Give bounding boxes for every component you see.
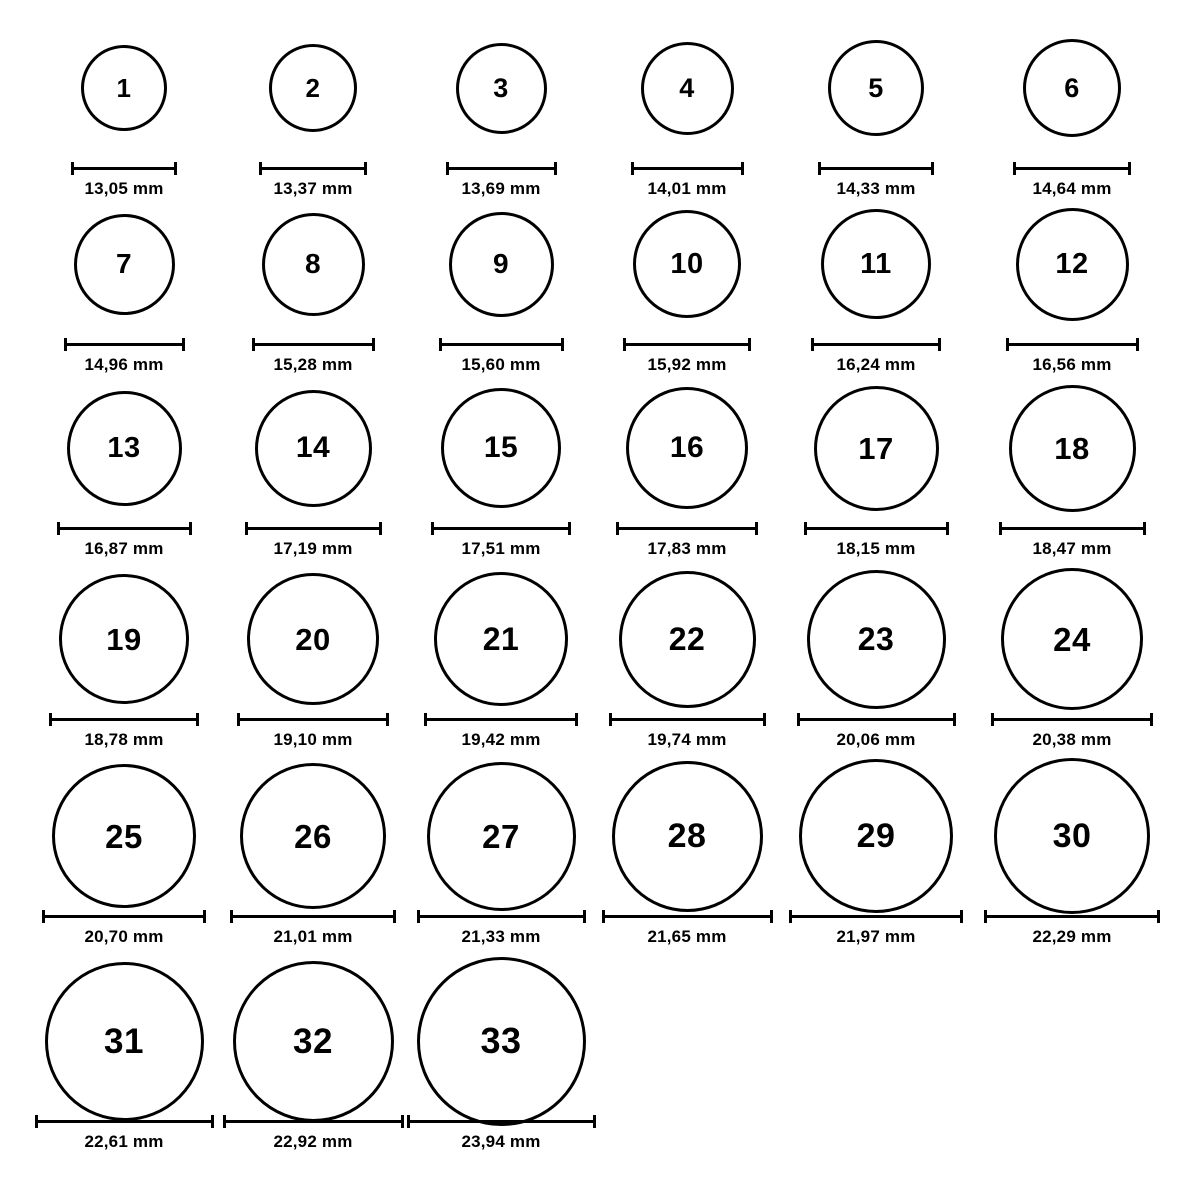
ring-circle-wrap bbox=[411, 975, 591, 1107]
measure-bar-cap-left bbox=[616, 522, 619, 535]
diameter-measure-bar bbox=[42, 910, 206, 922]
diameter-measure-bar bbox=[57, 522, 192, 534]
measure-bar-line bbox=[57, 527, 192, 530]
measure-bar-cap-right bbox=[770, 910, 773, 923]
measure-bar-cap-right bbox=[946, 522, 949, 535]
ring-size-cell bbox=[982, 770, 1162, 947]
measure-bar-cap-right bbox=[1143, 522, 1146, 535]
ring-circle-wrap bbox=[411, 770, 591, 902]
measure-bar-cap-left bbox=[431, 522, 434, 535]
diameter-label: 13,69 mm bbox=[461, 179, 541, 198]
ring-size-cell bbox=[982, 22, 1162, 199]
diameter-measure-bar bbox=[623, 338, 751, 350]
measure-bar-cap-right bbox=[372, 338, 375, 351]
ring-circle bbox=[619, 571, 756, 708]
ring-size-number: 22 bbox=[668, 621, 706, 657]
measure-bar-cap-left bbox=[811, 338, 814, 351]
ring-size-cell bbox=[411, 382, 591, 559]
ring-size-number: 9 bbox=[492, 248, 510, 279]
ring-size-number: 10 bbox=[670, 247, 704, 280]
ring-circle-wrap bbox=[982, 22, 1162, 154]
ring-circle bbox=[233, 961, 394, 1122]
measure-bar-cap-left bbox=[71, 162, 74, 175]
diameter-label: 14,96 mm bbox=[84, 355, 164, 374]
diameter-measure-bar bbox=[71, 162, 177, 174]
ring-circle-wrap bbox=[786, 770, 966, 902]
measure-bar-cap-left bbox=[230, 910, 233, 923]
measure-bar-line bbox=[417, 915, 586, 918]
ring-size-cell bbox=[34, 198, 214, 375]
measure-bar-cap-right bbox=[174, 162, 177, 175]
diameter-label: 16,56 mm bbox=[1032, 355, 1112, 374]
diameter-label: 21,01 mm bbox=[273, 927, 353, 946]
measure-bar-line bbox=[424, 718, 578, 721]
ring-circle-wrap bbox=[34, 770, 214, 902]
measure-bar-cap-left bbox=[609, 713, 612, 726]
measure-bar-cap-left bbox=[818, 162, 821, 175]
diameter-measure-bar bbox=[797, 713, 956, 725]
measure-bar-cap-right bbox=[182, 338, 185, 351]
ring-circle-wrap bbox=[34, 22, 214, 154]
ring-circle bbox=[255, 390, 372, 507]
ring-circle bbox=[67, 391, 182, 506]
measure-bar-cap-right bbox=[364, 162, 367, 175]
measure-bar-cap-left bbox=[439, 338, 442, 351]
diameter-label: 20,06 mm bbox=[836, 730, 916, 749]
diameter-measure-bar bbox=[984, 910, 1160, 922]
diameter-measure-bar bbox=[223, 1115, 404, 1127]
measure-bar-cap-right bbox=[1157, 910, 1160, 923]
measure-bar-line bbox=[804, 527, 949, 530]
measure-bar-line bbox=[1006, 343, 1139, 346]
ring-size-cell bbox=[223, 770, 403, 947]
measure-bar-cap-right bbox=[748, 338, 751, 351]
ring-circle-wrap bbox=[223, 22, 403, 154]
measure-bar-cap-right bbox=[931, 162, 934, 175]
diameter-measure-bar bbox=[237, 713, 389, 725]
measure-bar-cap-left bbox=[623, 338, 626, 351]
ring-size-cell bbox=[411, 573, 591, 750]
measure-bar-cap-left bbox=[64, 338, 67, 351]
diameter-label: 19,10 mm bbox=[273, 730, 353, 749]
measure-bar-cap-left bbox=[984, 910, 987, 923]
ring-size-number: 7 bbox=[115, 248, 133, 279]
measure-bar-cap-right bbox=[593, 1115, 596, 1128]
ring-size-cell bbox=[34, 975, 214, 1152]
diameter-measure-bar bbox=[991, 713, 1153, 725]
diameter-measure-bar bbox=[609, 713, 766, 725]
diameter-measure-bar bbox=[446, 162, 557, 174]
ring-circle bbox=[456, 43, 547, 134]
ring-circle-wrap bbox=[411, 382, 591, 514]
measure-bar-cap-left bbox=[999, 522, 1002, 535]
measure-bar-cap-right bbox=[561, 338, 564, 351]
ring-size-cell bbox=[223, 382, 403, 559]
diameter-label: 20,70 mm bbox=[84, 927, 164, 946]
measure-bar-cap-left bbox=[245, 522, 248, 535]
ring-size-cell bbox=[34, 382, 214, 559]
ring-size-number: 11 bbox=[860, 247, 892, 280]
measure-bar-cap-right bbox=[554, 162, 557, 175]
diameter-label: 15,28 mm bbox=[273, 355, 353, 374]
ring-circle bbox=[814, 386, 939, 511]
ring-circle-wrap bbox=[982, 770, 1162, 902]
ring-size-cell bbox=[597, 382, 777, 559]
ring-circle bbox=[441, 388, 561, 508]
ring-size-number: 15 bbox=[483, 431, 519, 464]
ring-circle-wrap bbox=[786, 22, 966, 154]
measure-bar-cap-right bbox=[755, 522, 758, 535]
measure-bar-cap-left bbox=[789, 910, 792, 923]
measure-bar-line bbox=[35, 1120, 214, 1123]
diameter-label: 22,92 mm bbox=[273, 1132, 353, 1151]
measure-bar-line bbox=[991, 718, 1153, 721]
measure-bar-line bbox=[631, 167, 744, 170]
ring-circle bbox=[262, 213, 365, 316]
measure-bar-cap-left bbox=[424, 713, 427, 726]
diameter-measure-bar bbox=[818, 162, 934, 174]
measure-bar-cap-right bbox=[960, 910, 963, 923]
ring-size-number: 5 bbox=[868, 72, 884, 103]
ring-circle-wrap bbox=[34, 198, 214, 330]
measure-bar-cap-left bbox=[57, 522, 60, 535]
measure-bar-cap-right bbox=[568, 522, 571, 535]
measure-bar-line bbox=[616, 527, 758, 530]
ring-size-cell bbox=[34, 22, 214, 199]
diameter-label: 14,64 mm bbox=[1032, 179, 1112, 198]
ring-size-number: 33 bbox=[480, 1020, 522, 1061]
diameter-measure-bar bbox=[789, 910, 963, 922]
measure-bar-line bbox=[252, 343, 375, 346]
diameter-measure-bar bbox=[252, 338, 375, 350]
ring-size-cell bbox=[223, 198, 403, 375]
diameter-label: 19,74 mm bbox=[647, 730, 727, 749]
ring-circle-wrap bbox=[982, 573, 1162, 705]
diameter-measure-bar bbox=[64, 338, 185, 350]
ring-circle-wrap bbox=[223, 573, 403, 705]
diameter-measure-bar bbox=[631, 162, 744, 174]
ring-circle-wrap bbox=[597, 198, 777, 330]
ring-circle bbox=[641, 42, 734, 135]
ring-circle bbox=[434, 572, 568, 706]
diameter-label: 14,01 mm bbox=[647, 179, 727, 198]
measure-bar-cap-right bbox=[401, 1115, 404, 1128]
measure-bar-cap-left bbox=[42, 910, 45, 923]
measure-bar-cap-right bbox=[741, 162, 744, 175]
diameter-measure-bar bbox=[804, 522, 949, 534]
measure-bar-line bbox=[245, 527, 382, 530]
diameter-label: 17,83 mm bbox=[647, 539, 727, 558]
ring-circle-wrap bbox=[411, 573, 591, 705]
ring-circle bbox=[807, 570, 946, 709]
ring-circle bbox=[799, 759, 953, 913]
ring-circle-wrap bbox=[34, 382, 214, 514]
measure-bar-cap-left bbox=[237, 713, 240, 726]
measure-bar-line bbox=[230, 915, 396, 918]
ring-circle-wrap bbox=[411, 198, 591, 330]
ring-size-number: 8 bbox=[304, 248, 322, 279]
measure-bar-line bbox=[439, 343, 564, 346]
measure-bar-line bbox=[446, 167, 557, 170]
measure-bar-line bbox=[984, 915, 1160, 918]
diameter-label: 13,37 mm bbox=[273, 179, 353, 198]
measure-bar-line bbox=[42, 915, 206, 918]
diameter-label: 15,60 mm bbox=[461, 355, 541, 374]
ring-circle-wrap bbox=[34, 975, 214, 1107]
measure-bar-cap-left bbox=[797, 713, 800, 726]
ring-size-number: 27 bbox=[482, 817, 520, 855]
diameter-measure-bar bbox=[439, 338, 564, 350]
ring-size-cell bbox=[597, 573, 777, 750]
ring-circle-wrap bbox=[786, 382, 966, 514]
measure-bar-cap-right bbox=[386, 713, 389, 726]
measure-bar-cap-left bbox=[223, 1115, 226, 1128]
diameter-measure-bar bbox=[230, 910, 396, 922]
ring-circle bbox=[1023, 39, 1121, 137]
diameter-label: 22,29 mm bbox=[1032, 927, 1112, 946]
measure-bar-cap-right bbox=[575, 713, 578, 726]
measure-bar-line bbox=[49, 718, 199, 721]
diameter-label: 18,15 mm bbox=[836, 539, 916, 558]
ring-circle bbox=[821, 209, 931, 319]
measure-bar-cap-left bbox=[991, 713, 994, 726]
diameter-measure-bar bbox=[245, 522, 382, 534]
ring-size-number: 26 bbox=[294, 817, 332, 855]
diameter-label: 21,97 mm bbox=[836, 927, 916, 946]
measure-bar-cap-left bbox=[35, 1115, 38, 1128]
ring-size-number: 29 bbox=[856, 817, 896, 855]
measure-bar-line bbox=[797, 718, 956, 721]
measure-bar-cap-right bbox=[196, 713, 199, 726]
measure-bar-line bbox=[789, 915, 963, 918]
measure-bar-cap-right bbox=[393, 910, 396, 923]
measure-bar-cap-left bbox=[49, 713, 52, 726]
ring-size-number: 16 bbox=[669, 431, 705, 464]
diameter-label: 22,61 mm bbox=[84, 1132, 164, 1151]
diameter-measure-bar bbox=[602, 910, 773, 922]
measure-bar-line bbox=[999, 527, 1146, 530]
measure-bar-line bbox=[818, 167, 934, 170]
diameter-measure-bar bbox=[49, 713, 199, 725]
ring-circle bbox=[1001, 568, 1143, 710]
ring-circle bbox=[269, 44, 357, 132]
ring-size-number: 20 bbox=[295, 621, 331, 657]
measure-bar-cap-left bbox=[804, 522, 807, 535]
measure-bar-cap-right bbox=[953, 713, 956, 726]
diameter-label: 19,42 mm bbox=[461, 730, 541, 749]
ring-circle-wrap bbox=[597, 22, 777, 154]
ring-circle bbox=[427, 762, 576, 911]
measure-bar-cap-left bbox=[1006, 338, 1009, 351]
ring-circle bbox=[247, 573, 379, 705]
measure-bar-cap-right bbox=[1150, 713, 1153, 726]
diameter-measure-bar bbox=[407, 1115, 596, 1127]
ring-circle bbox=[45, 962, 204, 1121]
diameter-label: 14,33 mm bbox=[836, 179, 916, 198]
ring-circle bbox=[1016, 208, 1129, 321]
ring-size-cell bbox=[223, 22, 403, 199]
measure-bar-line bbox=[223, 1120, 404, 1123]
ring-circle-wrap bbox=[597, 770, 777, 902]
measure-bar-cap-right bbox=[1136, 338, 1139, 351]
ring-circle bbox=[74, 214, 175, 315]
ring-size-number: 17 bbox=[858, 430, 894, 466]
diameter-label: 17,19 mm bbox=[273, 539, 353, 558]
ring-size-number: 12 bbox=[1055, 247, 1089, 280]
measure-bar-line bbox=[811, 343, 941, 346]
ring-size-number: 18 bbox=[1054, 430, 1090, 466]
measure-bar-cap-right bbox=[203, 910, 206, 923]
diameter-label: 17,51 mm bbox=[461, 539, 541, 558]
measure-bar-line bbox=[609, 718, 766, 721]
ring-size-number: 23 bbox=[857, 621, 895, 657]
measure-bar-cap-left bbox=[602, 910, 605, 923]
diameter-measure-bar bbox=[1006, 338, 1139, 350]
measure-bar-cap-left bbox=[259, 162, 262, 175]
ring-size-cell bbox=[597, 770, 777, 947]
ring-size-number: 31 bbox=[104, 1021, 144, 1061]
diameter-measure-bar bbox=[811, 338, 941, 350]
diameter-measure-bar bbox=[35, 1115, 214, 1127]
measure-bar-line bbox=[602, 915, 773, 918]
diameter-label: 15,92 mm bbox=[647, 355, 727, 374]
ring-circle bbox=[626, 387, 748, 509]
ring-circle-wrap bbox=[223, 198, 403, 330]
measure-bar-cap-left bbox=[1013, 162, 1016, 175]
ring-size-number: 25 bbox=[105, 817, 143, 855]
diameter-label: 21,33 mm bbox=[461, 927, 541, 946]
ring-size-cell bbox=[786, 198, 966, 375]
ring-circle-wrap bbox=[597, 382, 777, 514]
ring-size-number: 6 bbox=[1064, 72, 1080, 103]
ring-size-number: 32 bbox=[293, 1021, 333, 1061]
ring-size-number: 3 bbox=[493, 72, 509, 103]
measure-bar-line bbox=[259, 167, 367, 170]
ring-size-cell bbox=[411, 770, 591, 947]
ring-circle bbox=[1009, 385, 1136, 512]
ring-size-cell bbox=[982, 198, 1162, 375]
ring-size-cell bbox=[411, 22, 591, 199]
ring-circle-wrap bbox=[786, 573, 966, 705]
measure-bar-cap-left bbox=[407, 1115, 410, 1128]
diameter-measure-bar bbox=[259, 162, 367, 174]
diameter-label: 13,05 mm bbox=[84, 179, 164, 198]
ring-circle bbox=[612, 761, 763, 912]
ring-size-number: 21 bbox=[482, 621, 520, 657]
measure-bar-cap-left bbox=[631, 162, 634, 175]
ring-size-cell bbox=[223, 573, 403, 750]
diameter-label: 23,94 mm bbox=[461, 1132, 541, 1151]
measure-bar-line bbox=[71, 167, 177, 170]
diameter-measure-bar bbox=[616, 522, 758, 534]
ring-circle-wrap bbox=[411, 22, 591, 154]
ring-size-cell bbox=[411, 198, 591, 375]
diameter-measure-bar bbox=[417, 910, 586, 922]
ring-size-number: 1 bbox=[116, 73, 132, 103]
diameter-label: 18,47 mm bbox=[1032, 539, 1112, 558]
ring-circle bbox=[52, 764, 196, 908]
measure-bar-line bbox=[407, 1120, 596, 1123]
diameter-measure-bar bbox=[431, 522, 571, 534]
measure-bar-cap-right bbox=[211, 1115, 214, 1128]
measure-bar-cap-right bbox=[938, 338, 941, 351]
ring-size-cell bbox=[786, 573, 966, 750]
measure-bar-cap-left bbox=[446, 162, 449, 175]
ring-size-number: 4 bbox=[679, 72, 695, 103]
ring-circle bbox=[994, 758, 1150, 914]
diameter-label: 18,78 mm bbox=[84, 730, 164, 749]
ring-circle-wrap bbox=[223, 975, 403, 1107]
ring-size-cell bbox=[411, 975, 591, 1152]
ring-size-cell bbox=[786, 770, 966, 947]
ring-size-number: 13 bbox=[107, 431, 141, 464]
ring-size-number: 30 bbox=[1052, 817, 1092, 855]
ring-size-number: 2 bbox=[305, 73, 321, 103]
ring-circle bbox=[59, 574, 189, 704]
measure-bar-cap-left bbox=[417, 910, 420, 923]
diameter-label: 21,65 mm bbox=[647, 927, 727, 946]
measure-bar-cap-right bbox=[1128, 162, 1131, 175]
ring-circle-wrap bbox=[34, 573, 214, 705]
ring-circle bbox=[828, 40, 924, 136]
measure-bar-cap-right bbox=[189, 522, 192, 535]
ring-size-cell bbox=[223, 975, 403, 1152]
diameter-measure-bar bbox=[1013, 162, 1131, 174]
ring-circle-wrap bbox=[982, 198, 1162, 330]
ring-circle bbox=[633, 210, 741, 318]
ring-size-cell bbox=[982, 382, 1162, 559]
ring-size-number: 14 bbox=[295, 431, 331, 464]
ring-circle-wrap bbox=[982, 382, 1162, 514]
ring-circle-wrap bbox=[223, 382, 403, 514]
measure-bar-line bbox=[431, 527, 571, 530]
ring-size-cell bbox=[597, 22, 777, 199]
measure-bar-line bbox=[64, 343, 185, 346]
ring-size-cell bbox=[597, 198, 777, 375]
diameter-label: 16,24 mm bbox=[836, 355, 916, 374]
measure-bar-cap-right bbox=[763, 713, 766, 726]
ring-size-cell bbox=[982, 573, 1162, 750]
ring-size-number: 24 bbox=[1053, 620, 1091, 658]
ring-circle bbox=[240, 763, 386, 909]
ring-size-cell bbox=[34, 770, 214, 947]
ring-circle-wrap bbox=[223, 770, 403, 902]
ring-circle-wrap bbox=[786, 198, 966, 330]
measure-bar-cap-right bbox=[583, 910, 586, 923]
diameter-measure-bar bbox=[999, 522, 1146, 534]
ring-size-cell bbox=[34, 573, 214, 750]
ring-circle-wrap bbox=[597, 573, 777, 705]
ring-size-cell bbox=[786, 382, 966, 559]
measure-bar-line bbox=[623, 343, 751, 346]
ring-circle bbox=[81, 45, 167, 131]
ring-size-cell bbox=[786, 22, 966, 199]
diameter-label: 20,38 mm bbox=[1032, 730, 1112, 749]
measure-bar-cap-right bbox=[379, 522, 382, 535]
diameter-label: 16,87 mm bbox=[84, 539, 164, 558]
ring-size-number: 28 bbox=[667, 817, 707, 855]
measure-bar-line bbox=[1013, 167, 1131, 170]
measure-bar-line bbox=[237, 718, 389, 721]
ring-size-number: 19 bbox=[106, 621, 142, 657]
ring-circle bbox=[449, 212, 554, 317]
ring-circle bbox=[417, 957, 586, 1126]
diameter-measure-bar bbox=[424, 713, 578, 725]
measure-bar-cap-left bbox=[252, 338, 255, 351]
